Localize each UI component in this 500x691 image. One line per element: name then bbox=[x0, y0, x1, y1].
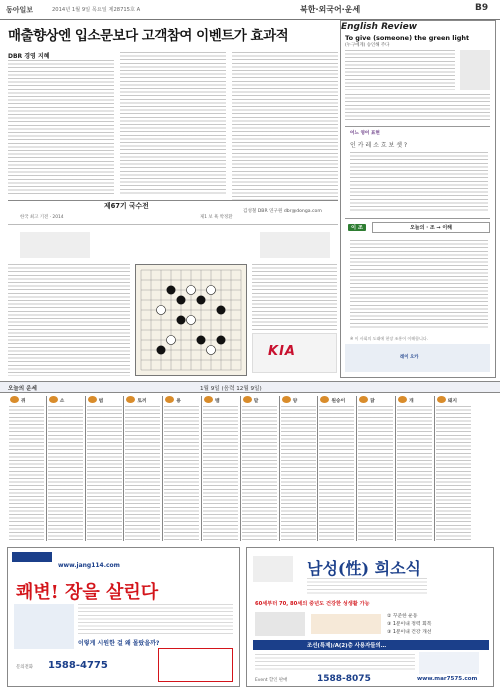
zodiac-icon bbox=[320, 396, 329, 403]
zodiac-icon bbox=[437, 396, 446, 403]
ad-headline: 쾌변! 장을 살린다 bbox=[16, 582, 159, 603]
column-divider bbox=[434, 396, 435, 541]
horoscope-text bbox=[48, 406, 83, 541]
ad-phone-label: 문의전화 bbox=[16, 665, 33, 670]
horoscope-sign bbox=[396, 396, 433, 543]
article-byline: 김성철 DBR 연구원 dbr@donga.com bbox=[243, 209, 322, 214]
ad-url: www.jang114.com bbox=[58, 562, 120, 569]
horoscope-sign bbox=[318, 396, 355, 543]
go-match-label: 한국 최고 기전 · 2014 bbox=[20, 215, 64, 220]
ad2-image bbox=[419, 652, 479, 674]
english-brand: 레이 오카 bbox=[400, 355, 419, 360]
zodiac-icon bbox=[243, 396, 252, 403]
horoscope-sign-name: 범 bbox=[98, 399, 104, 404]
horoscope-sign bbox=[47, 396, 84, 543]
section-title: 북한·외국어·운세 bbox=[300, 5, 361, 14]
article-body-col1 bbox=[8, 60, 114, 195]
ad2-tagline: 조선(특제)/A(2)층 사용자들의… bbox=[307, 643, 387, 649]
horoscope-text bbox=[242, 406, 277, 541]
horoscope-text bbox=[203, 406, 238, 541]
ad2-title: 남성(性) 희소식 bbox=[307, 559, 421, 578]
ad-subline: 이렇게 시원한 걸 왜 몰랐을까? bbox=[78, 640, 160, 647]
horoscope-sign bbox=[280, 396, 317, 543]
english-review-title: English Review bbox=[341, 22, 418, 32]
horoscope-sign-name: 토끼 bbox=[137, 399, 147, 404]
article-body-col3 bbox=[232, 52, 338, 202]
go-board bbox=[135, 264, 247, 376]
zodiac-icon bbox=[10, 396, 19, 403]
column-divider bbox=[162, 396, 163, 541]
player-photo-right bbox=[260, 232, 330, 258]
zodiac-icon bbox=[126, 396, 135, 403]
horoscope-sign bbox=[163, 396, 200, 543]
ad-product-image bbox=[14, 604, 74, 649]
ad-phone: 1588-4775 bbox=[48, 660, 108, 671]
issue-date: 2014년 1월 9일 목요일 제28715호 A bbox=[52, 7, 141, 13]
column-divider bbox=[279, 396, 280, 541]
horoscope-sign-name: 용 bbox=[176, 399, 181, 404]
article-subhead: DBR 경영 지혜 bbox=[8, 53, 50, 60]
ad2-product-image bbox=[311, 614, 381, 634]
ad-coupon bbox=[158, 648, 233, 682]
horoscope-text bbox=[87, 406, 122, 541]
horoscope-text bbox=[9, 406, 44, 541]
english-explanation bbox=[345, 94, 490, 122]
zodiac-icon bbox=[165, 396, 174, 403]
article-title: 매출향상엔 입소문보다 고객참여 이벤트가 효과적 bbox=[8, 28, 289, 44]
zodiac-icon bbox=[398, 396, 407, 403]
horoscope-sign-name: 돼지 bbox=[447, 399, 458, 404]
ad2-phone-label: Event 할인 판매 bbox=[255, 678, 288, 683]
tip-body bbox=[350, 240, 488, 330]
kia-logo: KIA bbox=[268, 344, 296, 359]
horoscope-text bbox=[164, 406, 199, 541]
horoscope-text bbox=[358, 406, 393, 541]
article-body-col2 bbox=[120, 52, 226, 195]
ad2-intro bbox=[307, 578, 427, 594]
divider bbox=[345, 126, 490, 127]
horoscope-text bbox=[281, 406, 316, 541]
horoscope-sign-name: 말 bbox=[253, 399, 259, 404]
zodiac-icon bbox=[88, 396, 97, 403]
ad2-body bbox=[255, 654, 415, 672]
horoscope-sign-name: 소 bbox=[59, 399, 65, 404]
ad-body-text bbox=[78, 604, 233, 634]
horoscope-text bbox=[436, 406, 471, 541]
tip-tag: 이 조 bbox=[348, 224, 366, 231]
horoscope-sign bbox=[357, 396, 394, 543]
horoscope-text bbox=[397, 406, 432, 541]
english-examples bbox=[345, 50, 455, 90]
horoscope-text bbox=[125, 406, 160, 541]
horoscope-sign-name: 개 bbox=[409, 399, 414, 404]
conversation-line: 인 카 레 소 흐 보 셋 ? bbox=[350, 142, 408, 149]
ad2-person-photo bbox=[255, 612, 305, 636]
column-divider bbox=[85, 396, 86, 541]
column-divider bbox=[356, 396, 357, 541]
player-photo-left bbox=[20, 232, 90, 258]
ad2-bullet1: ② 꾸준한 운동 bbox=[387, 614, 418, 619]
column-divider bbox=[240, 396, 241, 541]
tip-label: 오늘의 · 조 → 이해 bbox=[372, 222, 490, 233]
tip-footer: ※ 이 사회의 도래에 현장 조흥어 이해합니다. bbox=[350, 336, 428, 341]
horoscope-title: 오늘의 운세 bbox=[8, 386, 37, 392]
column-divider bbox=[395, 396, 396, 541]
horoscope-text bbox=[319, 406, 354, 541]
horoscope-sign bbox=[202, 396, 239, 543]
horoscope-sign bbox=[435, 396, 472, 543]
zodiac-icon bbox=[282, 396, 291, 403]
ad-male-health bbox=[246, 547, 494, 687]
ad2-phone: 1588-8075 bbox=[317, 674, 371, 684]
column-divider bbox=[123, 396, 124, 541]
divider bbox=[345, 218, 490, 219]
conversation-body bbox=[350, 152, 488, 212]
go-title: 제67기 국수전 bbox=[104, 202, 149, 210]
go-commentary-2 bbox=[252, 264, 337, 330]
horoscope-sign bbox=[8, 396, 45, 543]
english-headline: To give (someone) the green light bbox=[345, 34, 470, 42]
ad-logo-box bbox=[12, 552, 52, 562]
horoscope-date: 1월 9일 (음력 12월 9일) bbox=[200, 386, 262, 392]
horoscope-sign bbox=[86, 396, 123, 543]
zodiac-icon bbox=[204, 396, 213, 403]
column-divider bbox=[317, 396, 318, 541]
ad2-bullet2: ③ 1분이내 정력 회복 bbox=[387, 622, 432, 627]
horoscope-sign-name: 뱀 bbox=[215, 399, 220, 404]
zodiac-icon bbox=[359, 396, 368, 403]
ad2-url: www.mar7575.com bbox=[417, 676, 478, 682]
conversation-header: 어느 영어 표현 bbox=[350, 131, 380, 136]
horoscope-sign-name: 원숭이 bbox=[331, 399, 346, 404]
english-subtitle: (누구에게) 승인해 주다 bbox=[345, 43, 390, 48]
horoscope-sign bbox=[124, 396, 161, 543]
go-top-rule bbox=[8, 200, 338, 201]
page-number: B9 bbox=[475, 3, 489, 13]
go-players: 제1 보 흑 박정환 bbox=[200, 215, 233, 220]
go-rule bbox=[8, 224, 338, 225]
horoscope-bar bbox=[0, 381, 500, 393]
ad-logo-image bbox=[253, 556, 293, 582]
ad-jang114 bbox=[7, 547, 240, 687]
page-header bbox=[0, 0, 500, 20]
ad2-bullet3: ③ 1분이내 건강 개선 bbox=[387, 630, 432, 635]
zodiac-icon bbox=[49, 396, 58, 403]
horoscope-sign-name: 닭 bbox=[370, 399, 375, 404]
english-photo bbox=[460, 50, 490, 90]
newspaper-logo: 동아일보 bbox=[6, 6, 34, 14]
horoscope-sign bbox=[241, 396, 278, 543]
ad2-sub: 60세부터 70, 80세의 중년도 건강한 성생활 가능 bbox=[255, 601, 370, 607]
go-commentary-1 bbox=[8, 264, 130, 376]
horoscope-sign-name: 쥐 bbox=[21, 399, 26, 404]
horoscope-sign-name: 양 bbox=[292, 399, 298, 404]
column-divider bbox=[46, 396, 47, 541]
column-divider bbox=[201, 396, 202, 541]
